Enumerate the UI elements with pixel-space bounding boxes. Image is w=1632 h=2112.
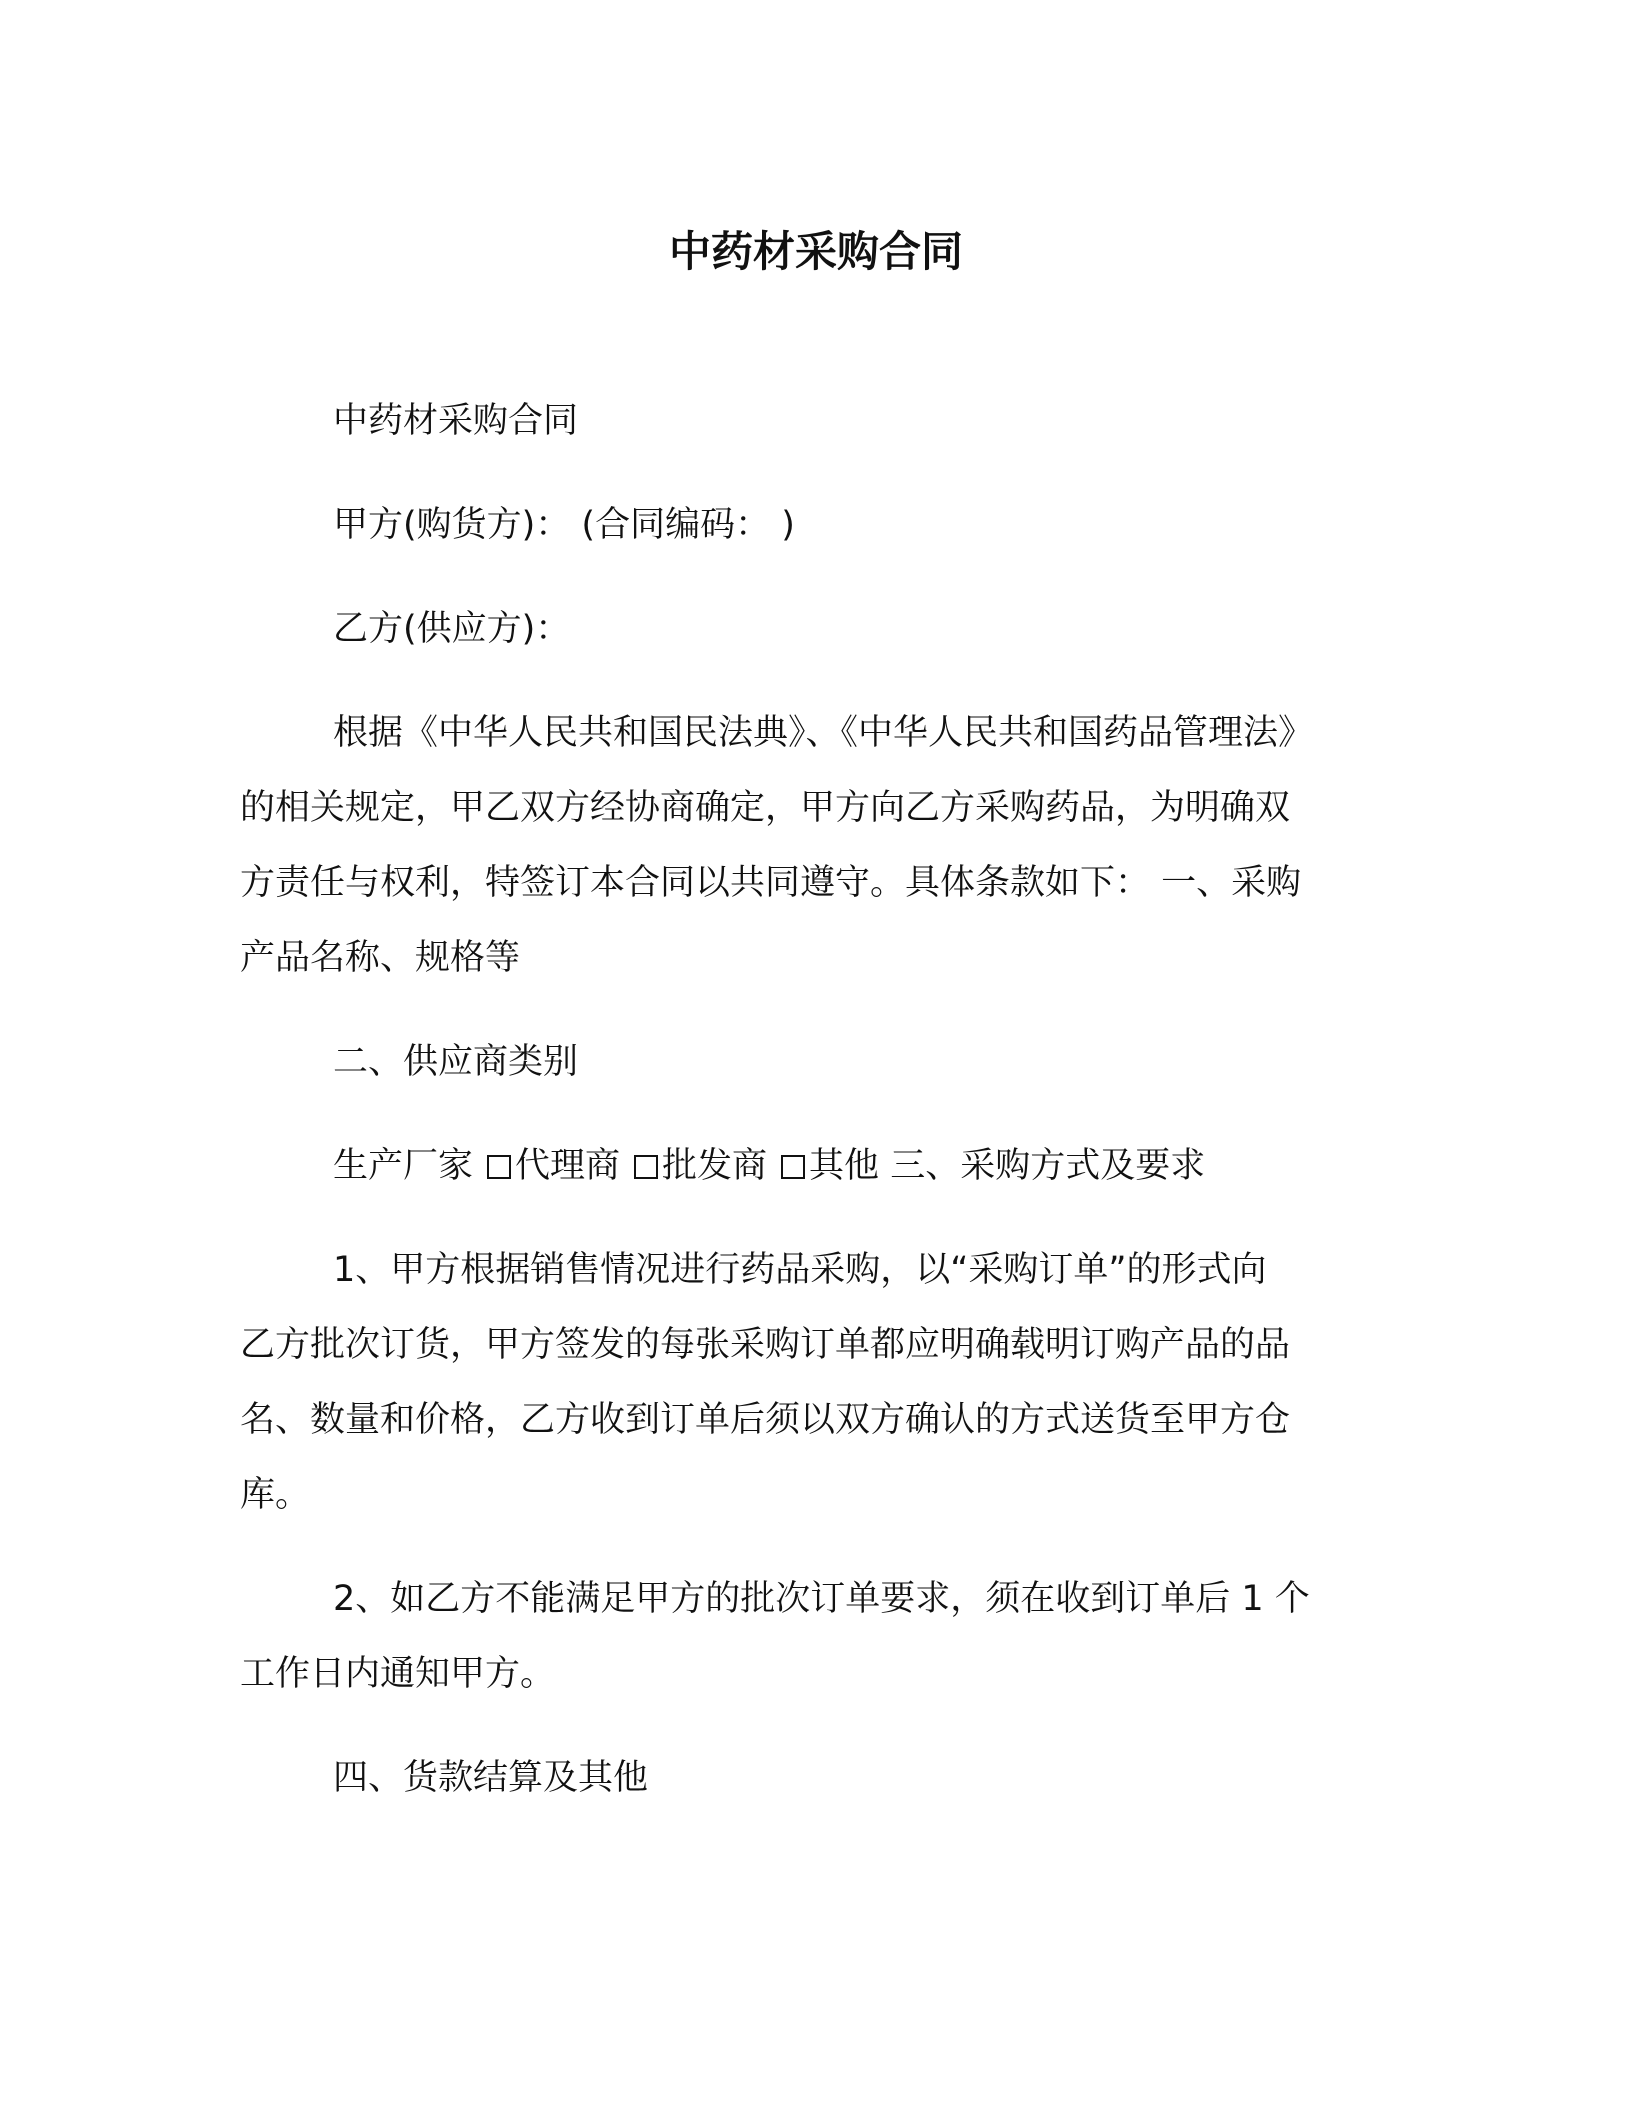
clause-one-line-4: 库。	[240, 1475, 311, 1515]
other-checkbox[interactable]	[781, 1155, 805, 1179]
intro-line-3: 方责任与权利，特签订本合同以共同遵守。具体条款如下： 一、采购	[240, 863, 1302, 903]
party-a-line: 甲方(购货方)： (合同编码： )	[333, 505, 795, 545]
supplier-wholesaler-label: 批发商	[662, 1146, 768, 1186]
document-title: 中药材采购合同	[668, 227, 963, 276]
intro-line-4: 产品名称、规格等	[240, 938, 521, 978]
intro-line-2: 的相关规定，甲乙双方经协商确定，甲方向乙方采购药品，为明确双	[240, 788, 1291, 828]
supplier-agent-label: 代理商	[515, 1146, 621, 1186]
clause-two-line-1: 2、如乙方不能满足甲方的批次订单要求，须在收到订单后 1 个	[333, 1579, 1310, 1619]
supplier-manufacturer-label: 生产厂家	[333, 1146, 474, 1186]
supplier-type-line	[333, 1141, 1205, 1191]
party-b-line: 乙方(供应方)：	[333, 609, 571, 649]
intro-line-1: 根据《中华人民共和国民法典》、《中华人民共和国药品管理法》	[333, 713, 1314, 753]
clause-two-line-2: 工作日内通知甲方。	[240, 1654, 556, 1694]
section-three-heading: 三、采购方式及要求	[890, 1146, 1206, 1186]
clause-one-line-1: 1、甲方根据销售情况进行药品采购，以“采购订单”的形式向	[333, 1250, 1267, 1290]
clause-one-line-3: 名、数量和价格，乙方收到订单后须以双方确认的方式送货至甲方仓	[240, 1400, 1291, 1440]
contract-subtitle: 中药材采购合同	[333, 401, 579, 441]
wholesaler-checkbox[interactable]	[634, 1155, 658, 1179]
agent-checkbox[interactable]	[487, 1155, 511, 1179]
supplier-other-label: 其他	[809, 1146, 880, 1186]
section-four-heading: 四、货款结算及其他	[333, 1758, 649, 1798]
clause-one-line-2: 乙方批次订货，甲方签发的每张采购订单都应明确载明订购产品的品	[240, 1325, 1291, 1365]
section-two-heading: 二、供应商类别	[333, 1042, 579, 1082]
